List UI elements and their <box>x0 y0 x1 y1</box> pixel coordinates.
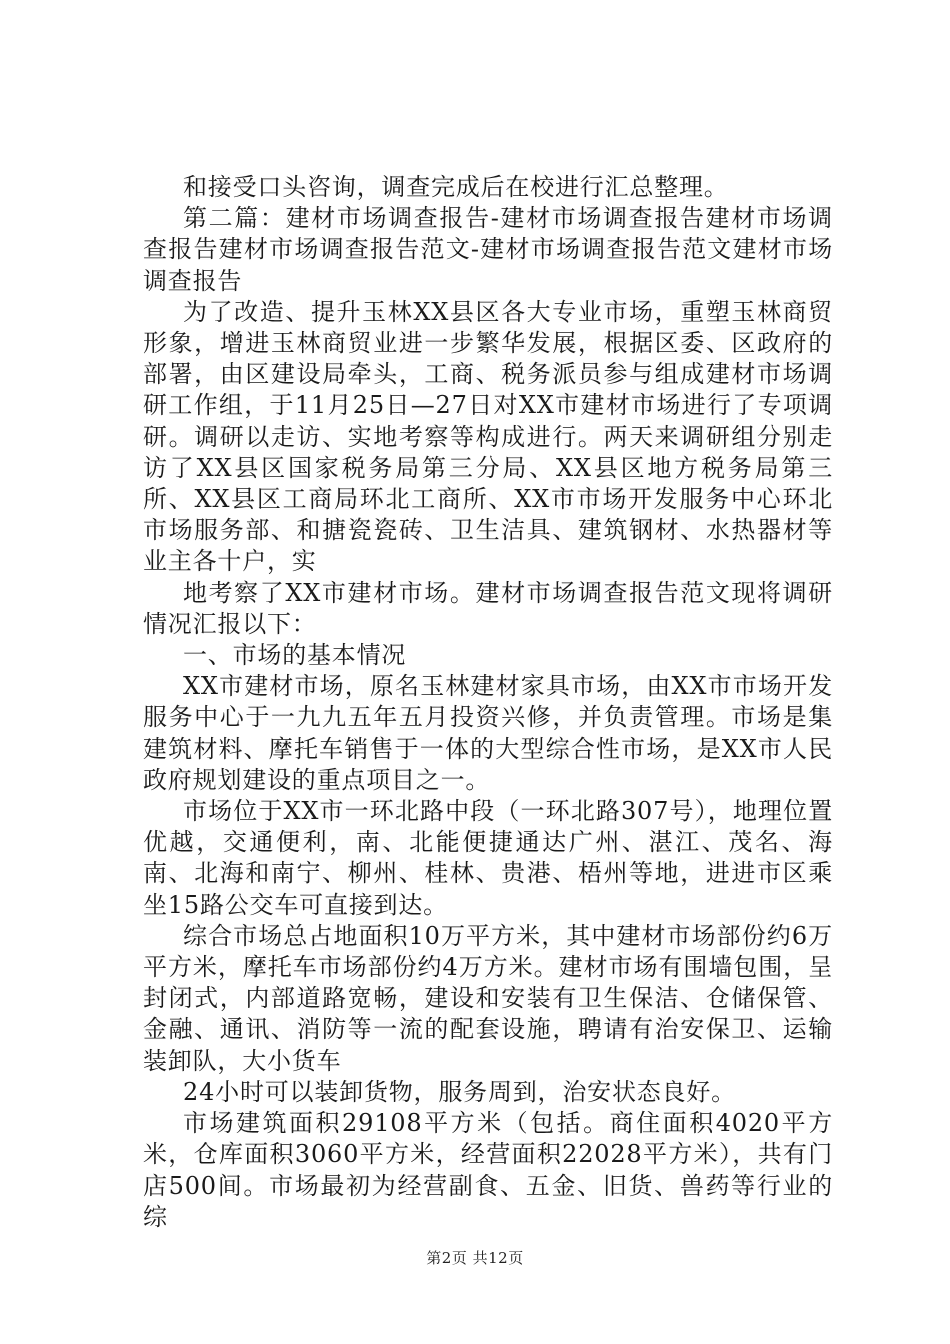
paragraph-3: 为了改造、提升玉林XX县区各大专业市场，重塑玉林商贸形象，增进玉林商贸业进一步繁华发展，根据区委、区政府的部署，由区建设局牵头，工商、税务派员参与组成建材市场调研工作组，于11月25日—27日对XX市建材市场进行了专项调研。调研以走访、实地考察等构成进行。两天来调研组分别走访了XX县区国家税务局第三分局、XX县区地方税务局第三所、XX县区工商局环北工商所、XX市市场开发服务中心环北市场服务部、和搪瓷瓷砖、卫生洁具、建筑钢材、水热器材等业主各十户，实 <box>143 297 833 576</box>
paragraph-9: 24小时可以装卸货物，服务周到，治安状态良好。 <box>183 1077 736 1106</box>
paragraph-10: 市场建筑面积29108平方米（包括。商住面积4020平方米，仓库面积3060平方米，经营面积22028平方米），共有门店500间。市场最初为经营副食、五金、旧货、兽药等行业的综 <box>143 1109 833 1231</box>
paragraph-7: 市场位于XX市一环北路中段（一环北路307号），地理位置优越，交通便利，南、北能便捷通达广州、湛江、茂名、海南、北海和南宁、柳州、桂林、贵港、梧州等地，进进市区乘坐15路公交车可直接到达。 <box>143 797 833 919</box>
paragraph-4: 地考察了XX市建材市场。建材市场调查报告范文现将调研情况汇报以下： <box>143 578 833 638</box>
paragraph-6: XX市建材市场，原名玉林建材家具市场，由XX市市场开发服务中心于一九九五年五月投资兴修，并负责管理。市场是集建筑材料、摩托车销售于一体的大型综合性市场，是XX市人民政府规划建设的重点项目之一。 <box>143 672 833 794</box>
paragraph-2-heading: 第二篇：建材市场调查报告-建材市场调查报告建材市场调查报告建材市场调查报告范文-建材市场调查报告范文建材市场调查报告 <box>143 204 833 295</box>
page-number-footer: 第2页 共12页 <box>426 1249 524 1267</box>
paragraph-1: 和接受口头咨询，调查完成后在校进行汇总整理。 <box>183 173 729 201</box>
document-body <box>143 172 833 1233</box>
paragraph-8: 综合市场总占地面积10万平方米，其中建材市场部份约6万平方米，摩托车市场部份约4万方米。建材市场有围墙包围，呈封闭式，内部道路宽畅，建设和安装有卫生保洁、仓储保管、金融、通讯、消防等一流的配套设施，聘请有治安保卫、运输装卸队，大小货车 <box>143 921 833 1075</box>
section-heading-basic-info: 一、市场的基本情况 <box>183 641 407 670</box>
